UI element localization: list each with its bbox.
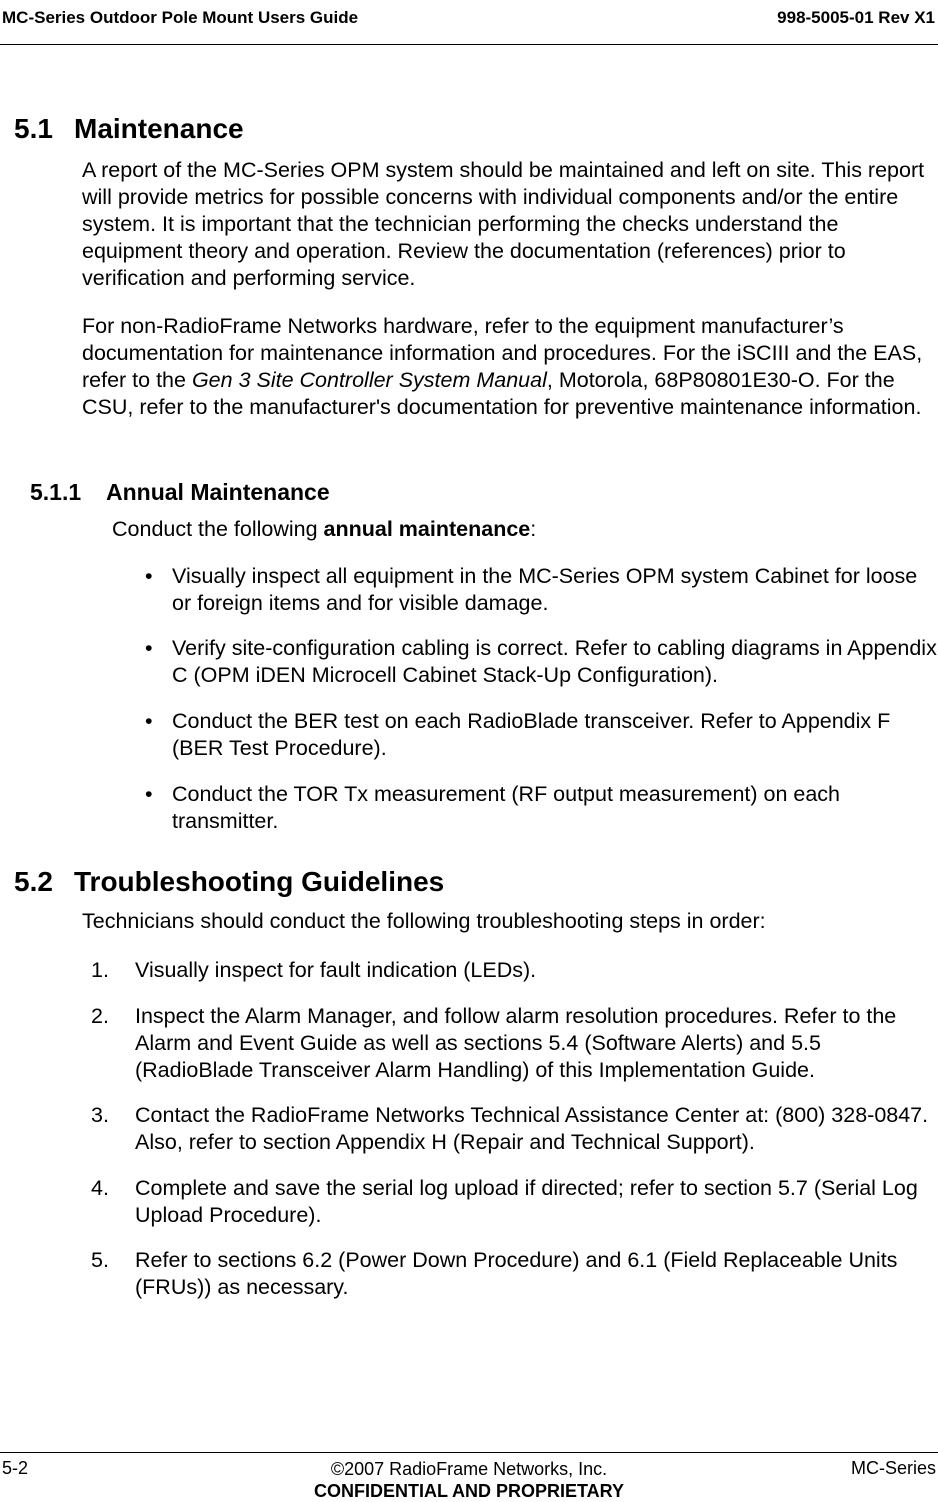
footer-confidential: CONFIDENTIAL AND PROPRIETARY [313,1481,624,1501]
step-text: Visually inspect for fault indication (LEDs). [135,958,537,982]
intro-emphasis: annual maintenance [323,517,531,541]
section-number: 5.1.1 [30,479,82,505]
header-doc-number: 998-5005-01 Rev X1 [777,8,935,27]
step-text: Inspect the Alarm Manager, and follow alarm resolution procedures. Refer to the Alarm and Event Guide as well as sections 5.4 (Software Alerts) and 5.5 (RadioBlade Transceiver Alarm Handling) of this Implementation Guide. [135,1004,897,1082]
bullet-item: Conduct the TOR Tx measurement (RF output measurement) on each transmitter. [172,782,841,833]
intro-text: Conduct the following [112,517,324,541]
section-number: 5.1 [14,113,53,144]
header-title: MC-Series Outdoor Pole Mount Users Guide [2,8,359,27]
step-number: 5. [91,1248,109,1272]
footer-divider [0,1452,938,1453]
bullet-marker: • [145,564,153,588]
bullet-marker: • [145,709,153,733]
section-5-1-heading [14,113,244,145]
step-text: Complete and save the serial log upload if directed; refer to section 5.7 (Serial Log Upload Procedure). [135,1176,918,1227]
step-number: 1. [91,958,109,982]
section-5-2-heading [14,866,444,898]
header-divider [0,44,938,45]
paragraph-text: , Motorola, 68P80801E30-O. For the CSU, refer to the manufacturer's documentation for preventive maintenance information. [82,368,922,419]
step-text: Refer to sections 6.2 (Power Down Procedure) and 6.1 (Field Replaceable Units (FRUs)) as necessary. [135,1248,898,1299]
manual-title: Gen 3 Site Controller System Manual [191,368,547,392]
section-number: 5.2 [14,866,53,897]
bullet-item: Conduct the BER test on each RadioBlade transceiver. Refer to Appendix F (BER Test Procedure). [172,709,891,760]
footer-series: MC-Series [850,1458,936,1478]
step-number: 4. [91,1176,109,1200]
bullet-marker: • [145,782,153,806]
bullet-item: Verify site-configuration cabling is correct. Refer to cabling diagrams in Appendix C (OPM iDEN Microcell Cabinet Stack-Up Configuration). [172,636,937,687]
intro-text: : [530,517,537,541]
footer-page-number: 5-2 [2,1458,29,1478]
paragraph-text: For non-RadioFrame Networks hardware, refer to the equipment manufacturer’s documentation for maintenance information and procedures. For the iSCIII and the EAS, refer to the [82,314,923,392]
footer-copyright: ©2007 RadioFrame Networks, Inc. [330,1459,608,1479]
section-title: Annual Maintenance [106,479,330,505]
section-title: Troubleshooting Guidelines [74,866,445,897]
step-number: 3. [91,1103,109,1127]
footer-center [0,1458,938,1502]
maintenance-paragraph-1: A report of the MC-Series OPM system should be maintained and left on site. This report will provide metrics for possible concerns with individual components and/or the entire system. It is important that the technician performing the checks understand the equipment theory and operation. Review the documentation (references) prior to verification and performing service. [82,158,925,290]
step-number: 2. [91,1004,109,1028]
step-text: Contact the RadioFrame Networks Technical Assistance Center at: (800) 328-0847. Also, refer to section Appendix H (Repair and Technical Support). [135,1103,929,1154]
troubleshooting-intro: Technicians should conduct the following troubleshooting steps in order: [82,909,766,933]
section-5-1-1-heading [30,479,330,506]
bullet-marker: • [145,636,153,660]
bullet-item: Visually inspect all equipment in the MC-Series OPM system Cabinet for loose or foreign items and for visible damage. [172,564,918,615]
section-title: Maintenance [74,113,244,144]
annual-intro [112,516,938,543]
maintenance-paragraph-2 [82,313,938,421]
